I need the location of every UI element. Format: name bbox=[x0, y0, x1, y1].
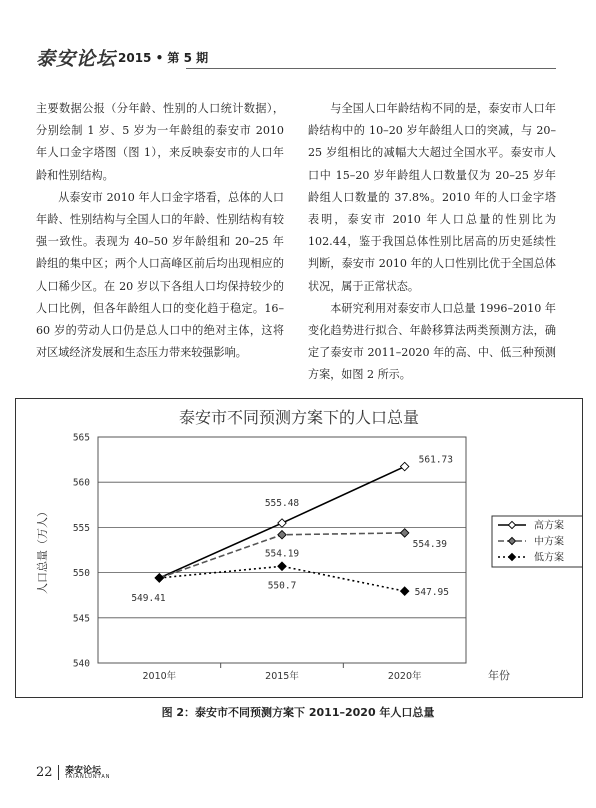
paragraph: 从泰安市 2010 年人口金字塔看，总体的人口年龄、性别结构与全国人口的年龄、性别结构有较强一致性。表现为 40–50 岁年龄组和 20–25 年龄组的集中区；两个人口高峰区前后均出现相应的人口稀少区。在 20 岁以下各组人口均保持较少的人口比例，但各年龄组人口的变化趋于稳定。16–60 岁的劳动人口仍是总人口中的绝对主体，这将对区域经济发展和生态压力带来较强影响。 bbox=[36, 190, 284, 360]
y-tick-label: 565 bbox=[72, 432, 90, 444]
running-header bbox=[36, 44, 556, 70]
right-column bbox=[308, 98, 556, 387]
figure-caption: 图 2：泰安市不同预测方案下 2011–2020 年人口总量 bbox=[161, 706, 435, 719]
y-axis-label: 人口总量（万人） bbox=[36, 506, 49, 594]
data-point bbox=[278, 519, 286, 527]
page-number: 22 bbox=[36, 765, 53, 780]
x-tick-label: 2020年 bbox=[387, 671, 422, 682]
data-point bbox=[278, 531, 286, 539]
data-point bbox=[278, 562, 286, 570]
footer-journal-name: 泰安论坛 bbox=[65, 766, 102, 776]
footer-divider bbox=[58, 765, 59, 780]
y-tick-label: 545 bbox=[72, 613, 90, 625]
figure-2 bbox=[15, 398, 583, 698]
population-chart bbox=[16, 399, 582, 697]
page-footer bbox=[36, 763, 236, 783]
chart-title: 泰安市不同预测方案下的人口总量 bbox=[178, 408, 420, 427]
y-tick-label: 540 bbox=[72, 658, 90, 670]
legend-label: 低方案 bbox=[534, 552, 564, 564]
x-axis-label: 年份 bbox=[488, 669, 510, 682]
data-point bbox=[155, 574, 163, 582]
paragraph: 本研究利用对泰安市人口总量 1996–2010 年变化趋势进行拟合、年龄移算法两类预测方法，确定了泰安市 2011–2020 年的高、中、低三种预测方案，如图 2 所示。 bbox=[308, 301, 556, 382]
paragraph: 与全国人口年龄结构不同的是，泰安市人口年龄结构中的 10–20 岁年龄组人口的突减，与 20–25 岁组相比的减幅大大超过全国水平。泰安市人口中 15–20 岁年龄组人口数量仅为 20–25 岁年龄组人口数量的 37.8%。2010 年的人口金字塔表明，泰安市 2010 年人口总量的性别比为 102.44，鉴于我国总体性别比居高的历史延续性判断，泰安市 2010 年的人口性别比优于全国总体状况，属于正常状态。 bbox=[308, 102, 556, 293]
data-point bbox=[400, 529, 408, 537]
y-tick-label: 560 bbox=[72, 477, 90, 489]
x-tick-label: 2010年 bbox=[142, 671, 177, 682]
data-label: 550.7 bbox=[267, 580, 297, 592]
data-point bbox=[400, 587, 408, 595]
journal-logo: 泰安论坛 bbox=[36, 48, 117, 70]
legend-label: 中方案 bbox=[534, 536, 564, 548]
legend-label: 高方案 bbox=[534, 520, 564, 532]
data-point bbox=[400, 462, 408, 470]
data-label: 554.19 bbox=[264, 548, 300, 560]
data-label: 549.41 bbox=[131, 592, 166, 604]
x-tick-label: 2015年 bbox=[265, 671, 299, 682]
y-tick-label: 550 bbox=[72, 568, 90, 580]
y-tick-label: 555 bbox=[72, 522, 90, 534]
data-label: 547.95 bbox=[414, 587, 449, 599]
paragraph: 主要数据公报（分年龄、性别的人口统计数据），分别绘制 1 岁、5 岁为一年龄组的泰安市 2010 年人口金字塔图（图 1），来反映泰安市的人口年龄和性别结构。 bbox=[36, 102, 284, 182]
left-column bbox=[36, 98, 284, 364]
footer-journal-pinyin: TAIANLUNTAN bbox=[65, 774, 111, 780]
data-label: 555.48 bbox=[264, 498, 300, 510]
data-label: 561.73 bbox=[418, 454, 453, 466]
header-rule bbox=[186, 68, 556, 69]
data-label: 554.39 bbox=[412, 538, 447, 550]
issue-number: 2015 • 第 5 期 bbox=[118, 51, 209, 65]
